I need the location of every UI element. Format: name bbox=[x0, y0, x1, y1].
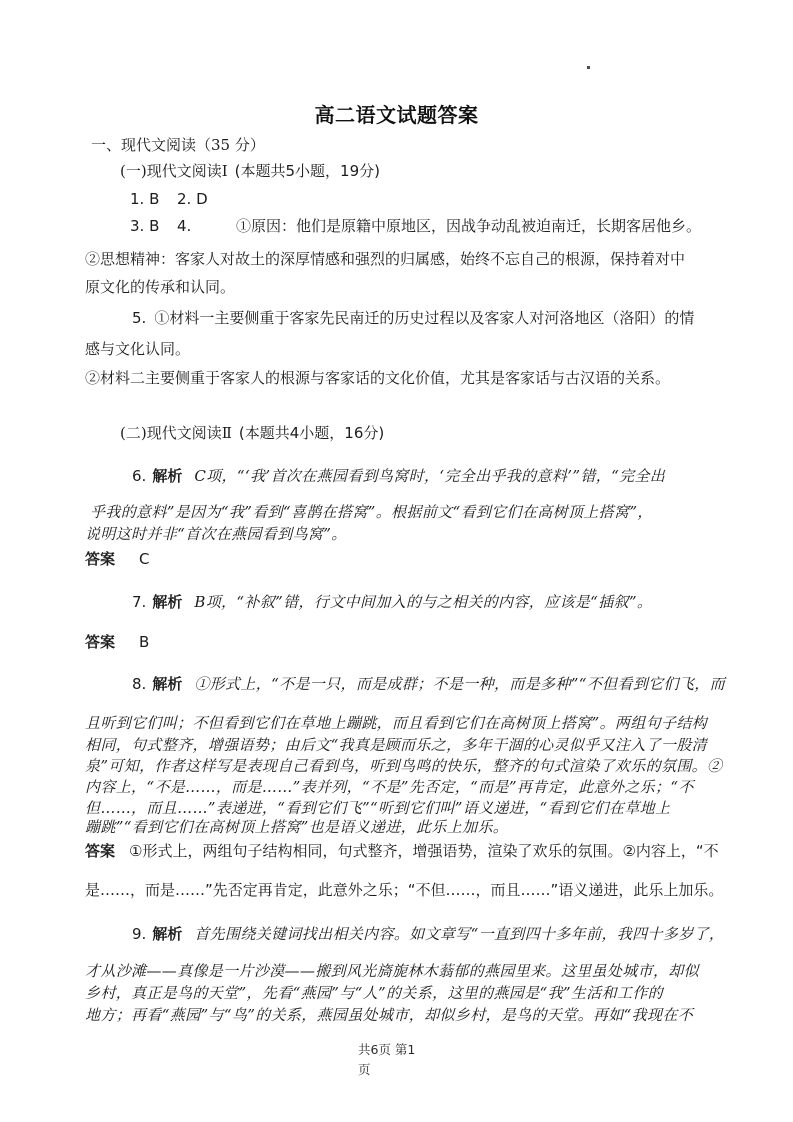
q8-jiexi-line-7: 蹦跳”“看到它们在高树顶上搭窝”也是语义递进，此乐上加乐。 bbox=[85, 818, 509, 836]
jiexi-label-q9: 解析 bbox=[152, 925, 183, 943]
q8-answer-line-2: 是……，而是……”先否定再肯定，此意外之乐；“不但……，而且……”语义递进，此乐上加乐。 bbox=[85, 881, 724, 899]
answer-3: 3. B bbox=[130, 217, 160, 235]
q8-jiexi-line-6: 但……，而且……”表递进，“看到它们飞”“听到它们叫”语义递进，“看到它们在草地上 bbox=[85, 799, 671, 817]
jiexi-label-q8: 解析 bbox=[152, 675, 183, 693]
answers-row-3-4 bbox=[130, 217, 701, 236]
daan-label-q7: 答案 bbox=[85, 633, 116, 651]
stray-mark bbox=[587, 66, 590, 69]
jiexi-label-q7: 解析 bbox=[152, 593, 183, 611]
answer-5-line-3: ②材料二主要侧重于客家人的根源与客家话的文化价值，尤其是客家话与古汉语的关系。 bbox=[85, 369, 671, 387]
q9-jiexi-line-3: 乡村，真正是鸟的天堂”，先看“燕园”与“人”的关系，这里的燕园是“我”生活和工作的 bbox=[85, 984, 664, 1002]
answer-4-line-2: ②思想精神：客家人对故土的深厚情感和强烈的归属感，始终不忘自己的根源，保持着对中 bbox=[85, 250, 686, 268]
reading1-heading bbox=[120, 162, 380, 181]
daan-label-q6: 答案 bbox=[85, 550, 116, 568]
question-4-number: 4. bbox=[177, 217, 192, 235]
q6-jiexi-line-3: 说明这时并非“首次在燕园看到鸟窝”。 bbox=[85, 525, 347, 543]
question-8-number: 8. bbox=[132, 675, 147, 693]
q8-answer-text-1: ①形式上，两组句子结构相同，句式整齐，增强语势，渲染了欢乐的氛围。②内容上，“不 bbox=[129, 842, 719, 860]
q6-answer-value: C bbox=[139, 550, 150, 568]
q6-jiexi-line-2: 乎我的意料”是因为“我”看到“喜鹊在搭窝”。根据前文“看到它们在高树顶上搭窝”， bbox=[90, 503, 653, 521]
reading1-heading-note: (本题共5小题，19分) bbox=[234, 162, 380, 180]
jiexi-label-q6: 解析 bbox=[152, 467, 183, 485]
answer-5-line-2: 感与文化认同。 bbox=[85, 340, 191, 358]
q8-jiexi-line-2: 且听到它们叫；不但看到它们在草地上蹦跳，而且看到它们在高树顶上搭窝”。两组句子结构 bbox=[85, 714, 708, 732]
q8-jiexi-line-4: 泉”可知，作者这样写是表现自己看到鸟，听到鸟鸣的快乐，整齐的句式渲染了欢乐的氛围。② bbox=[85, 757, 723, 775]
answer-1: 1. B bbox=[130, 190, 160, 208]
q8-jiexi-line-5: 内容上，“不是……，而是……”表并列，“不是”先否定，“而是”再肯定，此意外之乐；“不 bbox=[85, 778, 694, 796]
question-5-number: 5. bbox=[132, 309, 147, 327]
section-heading-part1: 一、现代文阅读（35 分） bbox=[91, 136, 265, 154]
q9-jiexi-text-1: 首先围绕关键词找出相关内容。如文章写“一直到四十多年前，我四十多岁了， bbox=[194, 925, 725, 943]
q7-jiexi-line-1 bbox=[132, 593, 652, 613]
reading2-heading-note: (本题共4小题，16分) bbox=[238, 424, 385, 442]
q7-answer-value: B bbox=[139, 633, 150, 651]
answer-5-text-1: ①材料一主要侧重于客家先民南迁的历史过程以及客家人对河洛地区（洛阳）的情 bbox=[154, 309, 695, 327]
q6-answer-line bbox=[85, 550, 150, 570]
reading1-heading-main: (一)现代文阅读Ⅰ bbox=[120, 162, 228, 180]
page-title: 高二语文试题答案 bbox=[314, 103, 479, 127]
q7-jiexi-text-1: B项，“补叙”错，行文中间加入的与之相关的内容，应该是“插叙”。 bbox=[194, 593, 653, 611]
q9-jiexi-line-2: 才从沙滩——真像是一片沙漠——搬到风光旖旎林木蓊郁的燕园里来。这里虽处城市，却似 bbox=[85, 962, 700, 980]
footer-page-number-line-2: 页 bbox=[358, 1062, 371, 1077]
q8-jiexi-text-1: ①形式上，“不是一只，而是成群；不是一种，而是多种”“不但看到它们飞，而 bbox=[194, 675, 725, 693]
q9-jiexi-line-4: 地方；再看“燕园”与“鸟”的关系，燕园虽处城市，却似乡村，是鸟的天堂。再如“我现在不 bbox=[85, 1006, 694, 1024]
daan-label-q8: 答案 bbox=[85, 842, 116, 860]
question-6-number: 6. bbox=[132, 467, 147, 485]
q8-jiexi-line-3: 相同，句式整齐，增强语势；由后文“我真是顾而乐之，多年干涸的心灵似乎又注入了一股清 bbox=[85, 736, 708, 754]
answer-4-line-1: ①原因：他们是原籍中原地区，因战争动乱被迫南迁，长期客居他乡。 bbox=[236, 217, 702, 235]
q8-jiexi-line-1 bbox=[132, 675, 725, 695]
footer-page-number-line-1: 共6页 第1 bbox=[358, 1042, 416, 1057]
q8-answer-line-1 bbox=[85, 842, 719, 862]
question-9-number: 9. bbox=[132, 925, 147, 943]
q6-jiexi-line-1 bbox=[132, 467, 665, 487]
q9-jiexi-line-1 bbox=[132, 925, 724, 945]
q6-jiexi-text-1: C项，“‘我’首次在燕园看到鸟窝时，‘完全出乎我的意料’”错，“完全出 bbox=[194, 467, 666, 485]
answer-5-line-1 bbox=[132, 309, 694, 328]
answer-4-line-3: 原文化的传承和认同。 bbox=[85, 278, 236, 296]
q7-answer-line bbox=[85, 633, 149, 653]
answer-2: 2. D bbox=[177, 190, 208, 208]
reading2-heading bbox=[120, 424, 384, 443]
question-7-number: 7. bbox=[132, 593, 147, 611]
answers-row-1-2 bbox=[130, 190, 208, 209]
reading2-heading-main: (二)现代文阅读Ⅱ bbox=[120, 424, 232, 442]
